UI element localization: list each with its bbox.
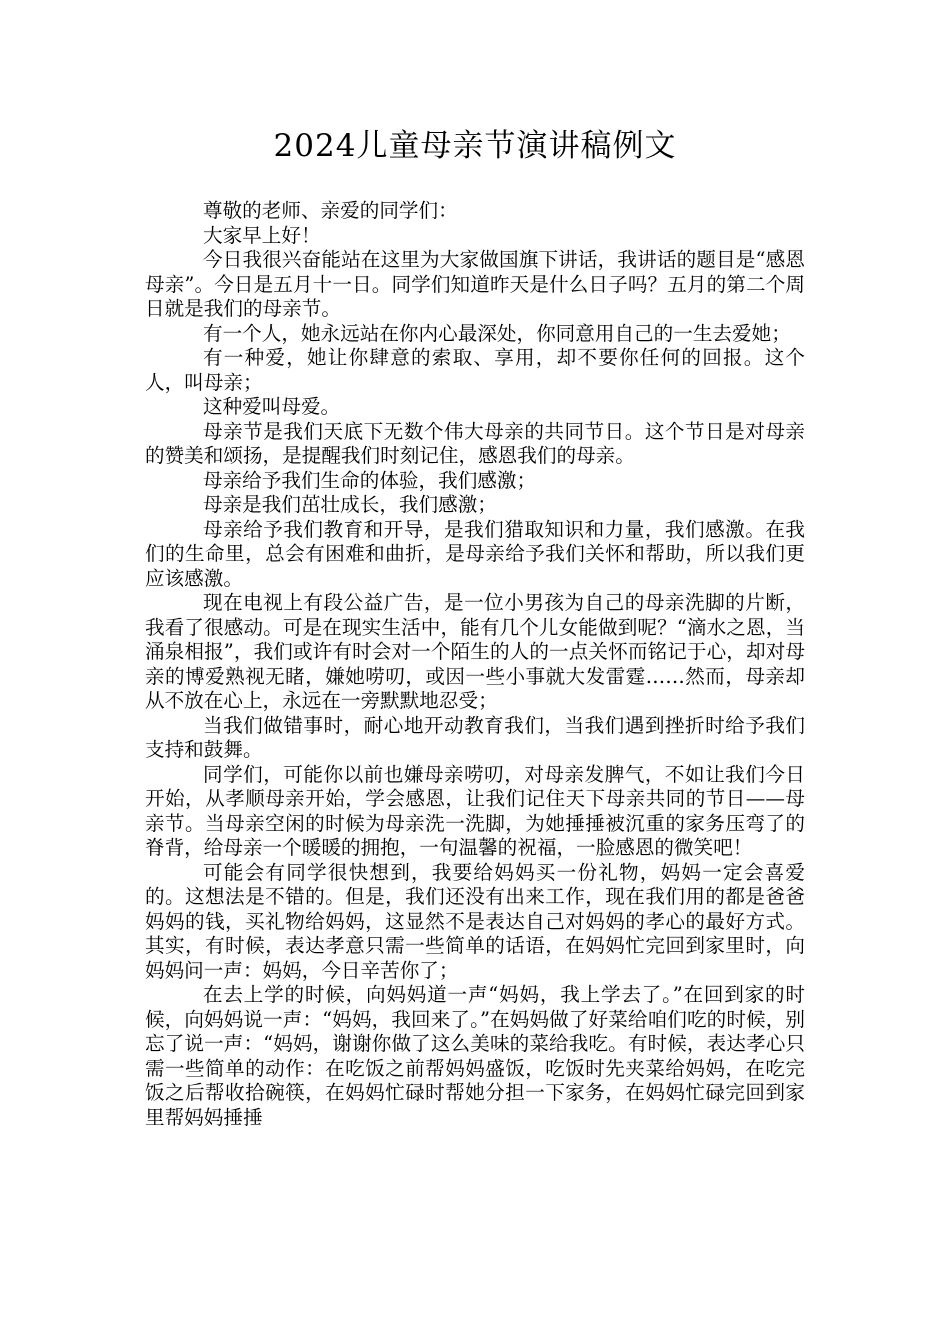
paragraph: 当我们做错事时，耐心地开动教育我们，当我们遇到挫折时给予我们支持和鼓舞。 (145, 713, 805, 761)
paragraph-greeting: 大家早上好！ (203, 223, 321, 247)
paragraph: 今日我很兴奋能站在这里为大家做国旗下讲话，我讲话的题目是“感恩母亲”。今日是五月十一日。同学们知道昨天是什么日子吗？五月的第二个周日就是我们的母亲节。 (145, 248, 805, 320)
paragraph: 可能会有同学很快想到，我要给妈妈买一份礼物，妈妈一定会喜爱的。这想法是不错的。但是，我们还没有出来工作，现在我们用的都是爸爸妈妈的钱，买礼物给妈妈，这显然不是表达自己对妈妈的孝心的最好方式。其实，有时候，表达孝意只需一些简单的话语，在妈妈忙完回到家里时，向妈妈问一声：妈妈，今日辛苦你了； (145, 860, 805, 982)
paragraph: 有一种爱，她让你肆意的索取、享用，却不要你任何的回报。这个人，叫母亲； (145, 346, 805, 394)
document-title: 2024儿童母亲节演讲稿例文 (273, 128, 677, 164)
paragraph: 母亲给予我们教育和开导，是我们猎取知识和力量，我们感激。在我们的生命里，总会有困难和曲折，是母亲给予我们关怀和帮助，所以我们更应该感激。 (145, 517, 805, 590)
paragraph: 有一个人，她永远站在你内心最深处，你同意用自己的一生去爱她； (203, 321, 791, 345)
paragraph: 在去上学的时候，向妈妈道一声“妈妈，我上学去了。”在回到家的时候，向妈妈说一声：“妈妈，我回来了。”在妈妈做了好菜给咱们吃的时候，别忘了说一声：“妈妈，谢谢你做了这么美味的菜给我吃。有时候，表达孝心只需一些简单的动作：在吃饭之前帮妈妈盛饭，吃饭时先夹菜给妈妈，在吃完饭之后帮收拾碗筷，在妈妈忙碌时帮她分担一下家务，在妈妈忙碌完回到家里帮妈妈捶捶 (145, 983, 805, 1129)
paragraph: 母亲节是我们天底下无数个伟大母亲的共同节日。这个节日是对母亲的赞美和颂扬，是提醒我们时刻记住，感恩我们的母亲。 (145, 419, 805, 467)
paragraph: 母亲是我们茁壮成长，我们感激； (203, 493, 497, 516)
paragraph-salutation: 尊敬的老师、亲爱的同学们： (203, 199, 458, 222)
paragraph: 这种爱叫母爱。 (203, 395, 341, 418)
document-body (145, 199, 805, 1130)
paragraph: 现在电视上有段公益广告，是一位小男孩为自己的母亲洗脚的片断，我看了很感动。可是在现实生活中，能有几个儿女能做到呢？“滴水之恩，当涌泉相报”，我们或许有时会对一个陌生的人的一点关怀而铭记于心，却对母亲的博爱熟视无睹，嫌她唠叨，或因一些小事就大发雷霆……然而，母亲却从不放在心上，永远在一旁默默地忍受； (145, 591, 805, 712)
paragraph: 母亲给予我们生命的体验，我们感激； (203, 468, 537, 492)
paragraph: 同学们，可能你以前也嫌母亲唠叨，对母亲发脾气，不如让我们今日开始，从孝顺母亲开始，学会感恩，让我们记住天下母亲共同的节日——母亲节。当母亲空闲的时候为母亲洗一洗脚，为她捶捶被沉重的家务压弯了的脊背，给母亲一个暖暖的拥抱，一句温馨的祝福，一脸感恩的微笑吧！ (145, 762, 805, 859)
